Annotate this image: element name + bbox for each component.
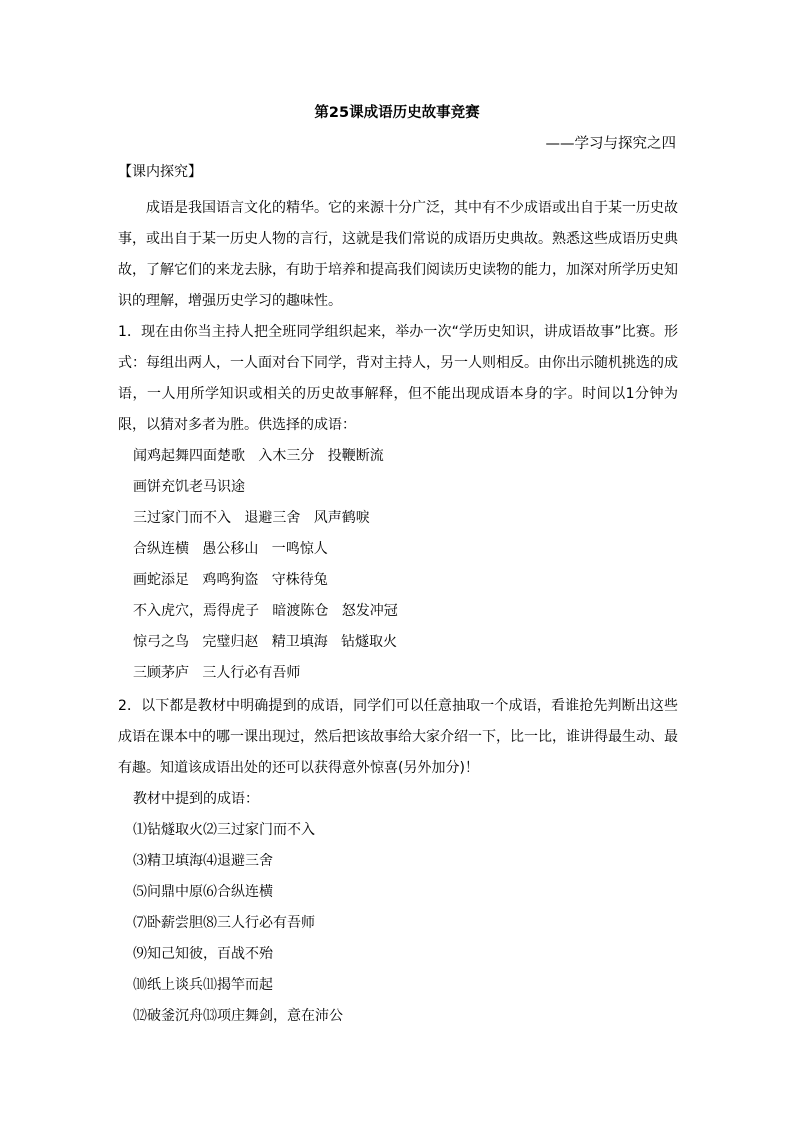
idiom-list bbox=[133, 441, 398, 689]
idiom-line: 三顾茅庐 三人行必有吾师 bbox=[133, 665, 301, 681]
textbook-idiom-line: ⑿破釜沉舟⒀项庄舞剑，意在沛公 bbox=[133, 1008, 343, 1024]
textbook-idiom-line: ⑽纸上谈兵⑾揭竿而起 bbox=[133, 977, 273, 993]
section-heading: 【课内探究】 bbox=[118, 164, 202, 180]
intro-paragraph: 成语是我国语言文化的精华。它的来源十分广泛，其中有不少成语或出自于某一历史故事，或出自于某一历史人物的言行，这就是我们常说的成语历史典故。熟悉这些成语历史典故，了解它们的来龙去脉，有助于培养和提高我们阅读历史读物的能力，加深对所学历史知识的理解，增强历史学习的趣味性。 bbox=[118, 200, 678, 309]
idiom-line: 画饼充饥老马识途 bbox=[133, 479, 245, 495]
page-subtitle: ——学习与探究之四 bbox=[545, 136, 676, 152]
idiom-line: 惊弓之鸟 完璧归赵 精卫填海 钻燧取火 bbox=[133, 634, 398, 650]
textbook-idiom-line: ⑸问鼎中原⑹合纵连横 bbox=[133, 884, 273, 900]
activity-1-paragraph: 1．现在由你当主持人把全班同学组织起来，举办一次“学历史知识，讲成语故事”比赛。形式：每组出两人，一人面对台下同学，背对主持人，另一人则相反。由你出示随机挑选的成语，一人用所学知识或相关的历史故事解释，但不能出现成语本身的字。时间以1分钟为限，以猜对多者为胜。供选择的成语： bbox=[118, 324, 678, 433]
textbook-idiom-list bbox=[133, 815, 343, 1032]
activity-2-paragraph: 2．以下都是教材中明确提到的成语，同学们可以任意抽取一个成语，看谁抢先判断出这些成语在课本中的哪一课出现过，然后把该故事给大家介绍一下，比一比，谁讲得最生动、最有趣。知道该成语出处的还可以获得意外惊喜(另外加分)！ bbox=[118, 698, 678, 776]
page-title: 第25课成语历史故事竞赛 bbox=[314, 105, 480, 121]
idiom-line: 画蛇添足 鸡鸣狗盗 守株待兔 bbox=[133, 572, 328, 588]
idiom-line: 三过家门而不入 退避三舍 风声鹤唳 bbox=[133, 510, 370, 526]
textbook-list-title: 教材中提到的成语： bbox=[133, 791, 259, 807]
idiom-line: 合纵连横 愚公移山 一鸣惊人 bbox=[133, 541, 328, 557]
textbook-idiom-line: ⑺卧薪尝胆⑻三人行必有吾师 bbox=[133, 915, 315, 931]
textbook-idiom-line: ⑼知己知彼，百战不殆 bbox=[133, 946, 273, 962]
textbook-idiom-line: ⑴钻燧取火⑵三过家门而不入 bbox=[133, 822, 315, 838]
idiom-line: 闻鸡起舞四面楚歌 入木三分 投鞭断流 bbox=[133, 448, 384, 464]
idiom-line: 不入虎穴，焉得虎子 暗渡陈仓 怒发冲冠 bbox=[133, 603, 398, 619]
textbook-idiom-line: ⑶精卫填海⑷退避三舍 bbox=[133, 853, 273, 869]
